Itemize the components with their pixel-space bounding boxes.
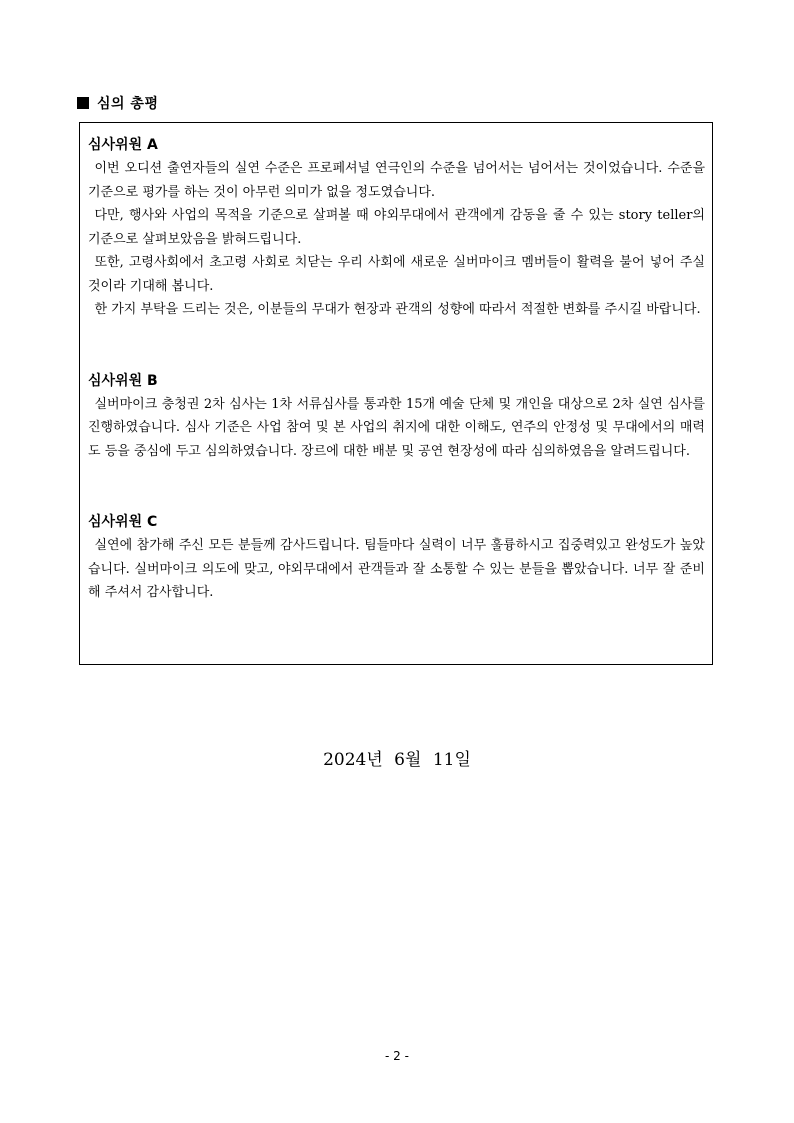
page-number: - 2 - bbox=[385, 1049, 409, 1063]
reviewer-a bbox=[88, 133, 705, 322]
reviewer-name: 심사위원 A bbox=[88, 137, 158, 153]
reviewer-name: 심사위원 C bbox=[88, 514, 158, 530]
review-paragraph: 실연에 참가해 주신 모든 분들께 감사드립니다. 팀들마다 실력이 너무 훌륭하시고 집중력있고 완성도가 높았습니다. 실버마이크 의도에 맞고, 야외무대에서 관객들과 잘 소통할 수 있는 분들을 뽑았습니다. 너무 잘 준비해 주셔서 감사합니다. bbox=[88, 538, 705, 600]
reviewer-c bbox=[88, 510, 705, 605]
review-paragraph: 이번 오디션 출연자들의 실연 수준은 프로페셔널 연극인의 수준을 넘어서는 넘어서는 것이었습니다. 수준을 기준으로 평가를 하는 것이 아무런 의미가 없을 정도였습니다. bbox=[88, 161, 705, 200]
document-date: 2024년 6월 11일 bbox=[323, 750, 471, 770]
reviewer-b bbox=[88, 369, 705, 464]
review-box bbox=[79, 122, 713, 665]
section-heading bbox=[77, 92, 158, 114]
review-paragraph: 또한, 고령사회에서 초고령 사회로 치닫는 우리 사회에 새로운 실버마이크 멤버들이 활력을 불어 넣어 주실 것이라 기대해 봅니다. bbox=[88, 255, 705, 294]
review-paragraph: 실버마이크 충청권 2차 심사는 1차 서류심사를 통과한 15개 예술 단체 및 개인을 대상으로 2차 실연 심사를 진행하였습니다. 심사 기준은 사업 참여 및 본 사업의 취지에 대한 이해도, 연주의 안정성 및 무대에서의 매력도 등을 중심에 두고 심의하였습니다. 장르에 대한 배분 및 공연 현장성에 따라 심의하였음을 알려드립니다. bbox=[88, 396, 705, 459]
review-paragraph: 다만, 행사와 사업의 목적을 기준으로 살펴볼 때 야외무대에서 관객에게 감동을 줄 수 있는 story teller의 기준으로 살펴보았음을 밝혀드립니다. bbox=[88, 208, 705, 247]
review-paragraph: 한 가지 부탁을 드리는 것은, 이분들의 무대가 현장과 관객의 성향에 따라서 적절한 변화를 주시길 바랍니다. bbox=[94, 302, 701, 317]
black-square-icon bbox=[77, 97, 89, 109]
reviewer-name: 심사위원 B bbox=[88, 372, 158, 389]
section-title: 심의 총평 bbox=[97, 96, 159, 112]
